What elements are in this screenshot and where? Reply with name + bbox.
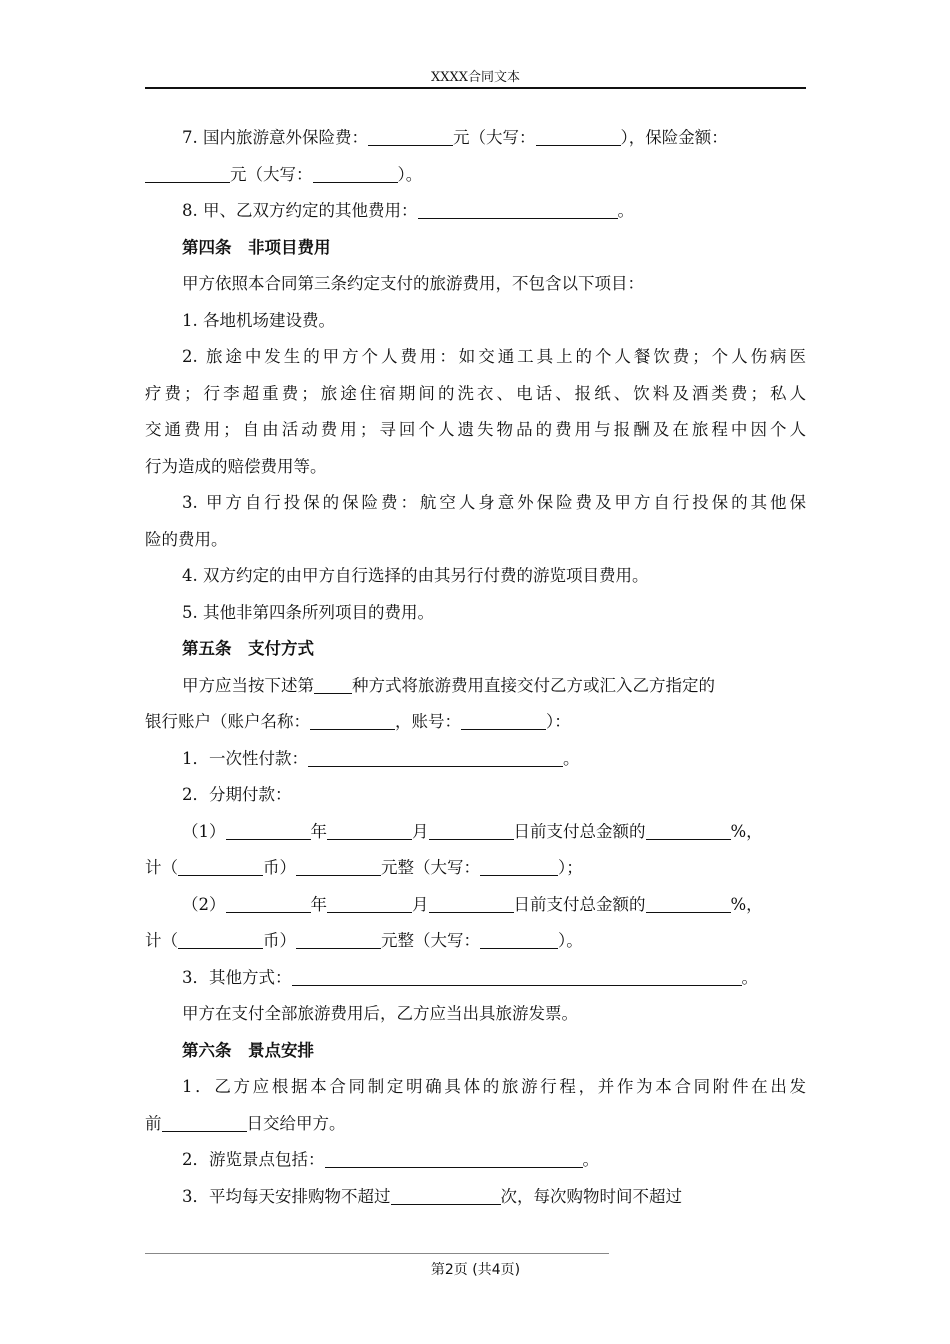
paragraph-line: 险的费用。 — [145, 529, 228, 549]
days-field[interactable] — [162, 1113, 247, 1132]
article-heading-4: 第四条 非项目费用 — [182, 237, 331, 257]
paragraph-line: 1．乙方应根据本合同制定明确具体的旅游行程，并作为本合同附件在出发 — [182, 1077, 806, 1096]
page-header-title: XXXX合同文本 — [430, 70, 521, 85]
blank-field[interactable] — [418, 200, 618, 219]
month-field[interactable] — [327, 894, 412, 913]
clause-line-other-fees: 8. 甲、乙双方约定的其他费用： 。 — [182, 201, 634, 220]
day-field[interactable] — [429, 894, 514, 913]
blank-field[interactable] — [292, 967, 742, 986]
attractions-line: 2．游览景点包括： 。 — [182, 1150, 599, 1169]
other-payment-line: 3．其他方式： 。 — [182, 967, 758, 987]
percent-field[interactable] — [646, 821, 731, 840]
paragraph-line: 5. 其他非第四条所列项目的费用。 — [182, 602, 434, 622]
year-field[interactable] — [226, 821, 311, 840]
month-field[interactable] — [327, 821, 412, 840]
installment-heading: 2．分期付款： — [182, 785, 292, 804]
bank-account-line: 银行账户（账户名称： ，账号： ）： — [145, 712, 571, 731]
article-heading-5: 第五条 支付方式 — [182, 639, 314, 658]
blank-field[interactable] — [313, 164, 398, 183]
amount-words-field[interactable] — [480, 930, 558, 949]
paragraph-line: 交通费用；自由活动费用；寻回个人遗失物品的费用与报酬及在旅程中因个人 — [145, 420, 806, 439]
currency-field[interactable] — [178, 857, 263, 876]
account-number-field[interactable] — [461, 711, 546, 730]
clause-line-insurance-cont: 元（大写： ）。 — [145, 157, 806, 194]
paragraph-line: 3. 甲方自行投保的保险费：航空人身意外保险费及甲方自行投保的其他保 — [182, 493, 806, 512]
document-body — [145, 120, 806, 1215]
percent-field[interactable] — [646, 894, 731, 913]
footer-rule — [145, 1253, 609, 1254]
paragraph-line: 1. 各地机场建设费。 — [182, 310, 335, 330]
amount-field[interactable] — [296, 930, 381, 949]
clause-line-insurance: 7. 国内旅游意外保险费： 元（大写： ），保险金额： — [182, 128, 728, 147]
article-heading-6: 第六条 景点安排 — [182, 1040, 314, 1060]
installment-2-line: （2） 年 月 日前支付总金额的 %， — [182, 894, 763, 914]
page-number: 第2页 (共4页) — [430, 1262, 521, 1278]
currency-field[interactable] — [178, 930, 263, 949]
blank-field[interactable] — [314, 675, 352, 694]
year-field[interactable] — [226, 894, 311, 913]
blank-field[interactable] — [145, 164, 230, 183]
lump-sum-line: 1．一次性付款： 。 — [182, 748, 580, 768]
amount-field[interactable] — [296, 857, 381, 876]
shopping-limit-line: 3．平均每天安排购物不超过 次，每次购物时间不超过 — [182, 1186, 682, 1206]
blank-field[interactable] — [308, 748, 563, 767]
payment-method-line: 甲方应当按下述第 种方式将旅游费用直接交付乙方或汇入乙方指定的 — [182, 675, 715, 695]
installment-2-amount-line: 计（ 币） 元整（大写： ）。 — [145, 931, 583, 950]
installment-1-amount-line: 计（ 币） 元整（大写： ）； — [145, 858, 583, 877]
blank-field[interactable] — [325, 1149, 583, 1168]
paragraph-line: 甲方在支付全部旅游费用后，乙方应当出具旅游发票。 — [182, 1004, 578, 1023]
paragraph-line: 4. 双方约定的由甲方自行选择的由其另行付费的游览项目费用。 — [182, 566, 649, 585]
amount-words-field[interactable] — [480, 857, 558, 876]
installment-1-line: （1） 年 月 日前支付总金额的 %， — [182, 821, 763, 841]
day-field[interactable] — [429, 821, 514, 840]
blank-field[interactable] — [536, 127, 621, 146]
paragraph-line: 疗费；行李超重费；旅途住宿期间的洗衣、电话、报纸、饮料及酒类费；私人 — [145, 383, 806, 403]
paragraph-line: 2. 旅途中发生的甲方个人费用：如交通工具上的个人餐饮费；个人伤病医 — [182, 347, 806, 366]
header-rule — [145, 87, 806, 89]
times-field[interactable] — [391, 1186, 501, 1205]
itinerary-deadline-line: 前 日交给甲方。 — [145, 1113, 346, 1133]
paragraph-line: 甲方依照本合同第三条约定支付的旅游费用，不包含以下项目： — [182, 274, 644, 293]
account-name-field[interactable] — [310, 711, 395, 730]
blank-field[interactable] — [368, 127, 453, 146]
paragraph-line: 行为造成的赔偿费用等。 — [145, 456, 327, 476]
